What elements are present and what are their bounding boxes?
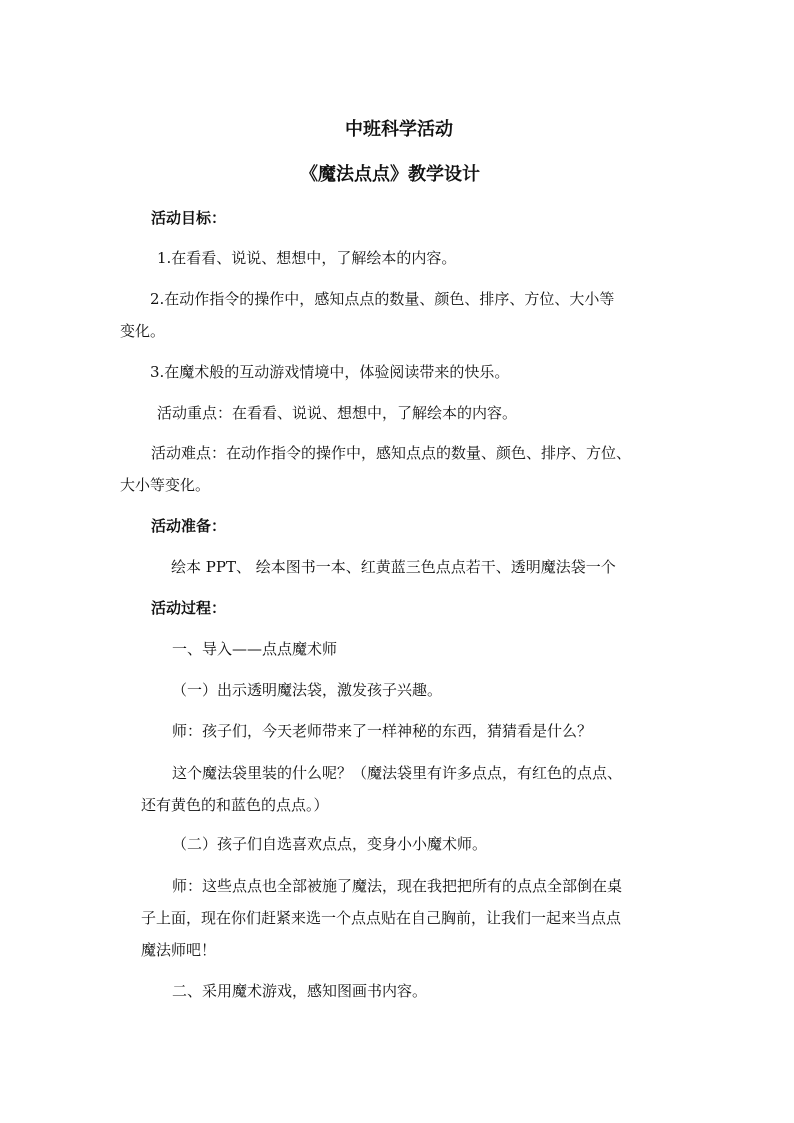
process-subsection-1: （一）出示透明魔法袋，激发孩子兴趣。	[172, 681, 443, 699]
goals-heading: 活动目标：	[151, 209, 227, 227]
teacher-instruction-line-2: 子上面，现在你们赶紧来选一个点点贴在自己胸前，让我们一起来当点点	[141, 909, 622, 927]
goal-item-2-line-2: 变化。	[120, 322, 166, 340]
teacher-instruction-line-1: 师：这些点点也全部被施了魔法，现在我把把所有的点点全部倒在桌	[172, 877, 623, 895]
process-section-2: 二、采用魔术游戏，感知图画书内容。	[172, 982, 428, 1000]
teacher-instruction-line-3: 魔法师吧！	[141, 941, 217, 959]
process-section-1: 一、导入——点点魔术师	[172, 640, 338, 658]
document-title: 中班科学活动	[345, 119, 453, 140]
magic-bag-line-2: 还有黄色的和蓝色的点点。）	[141, 796, 329, 814]
goal-item-3: 3.在魔术般的互动游戏情境中，体验阅读带来的快乐。	[150, 363, 510, 381]
document-subtitle: 《魔法点点》教学设计	[300, 164, 480, 185]
magic-bag-line-1: 这个魔法袋里装的什么呢？（魔法袋里有许多点点，有红色的点点、	[172, 764, 623, 782]
goal-item-2-line-1: 2.在动作指令的操作中，感知点点的数量、颜色、排序、方位、大小等	[150, 290, 615, 308]
goal-item-1: 1.在看看、说说、想想中，了解绘本的内容。	[157, 249, 457, 267]
teacher-question: 师：孩子们，今天老师带来了一样神秘的东西，猜猜看是什么？	[172, 722, 593, 740]
preparation-heading: 活动准备：	[151, 517, 227, 535]
process-heading: 活动过程：	[151, 599, 227, 617]
process-subsection-2: （二）孩子们自选喜欢点点，变身小小魔术师。	[172, 835, 488, 853]
difficulty-line-2: 大小等变化。	[120, 476, 211, 494]
difficulty-line-1: 活动难点：在动作指令的操作中，感知点点的数量、颜色、排序、方位、	[151, 444, 632, 462]
preparation-text: 绘本 PPT、 绘本图书一本、红黄蓝三色点点若干、透明魔法袋一个	[171, 558, 616, 576]
key-point: 活动重点：在看看、说说、想想中，了解绘本的内容。	[157, 404, 518, 422]
